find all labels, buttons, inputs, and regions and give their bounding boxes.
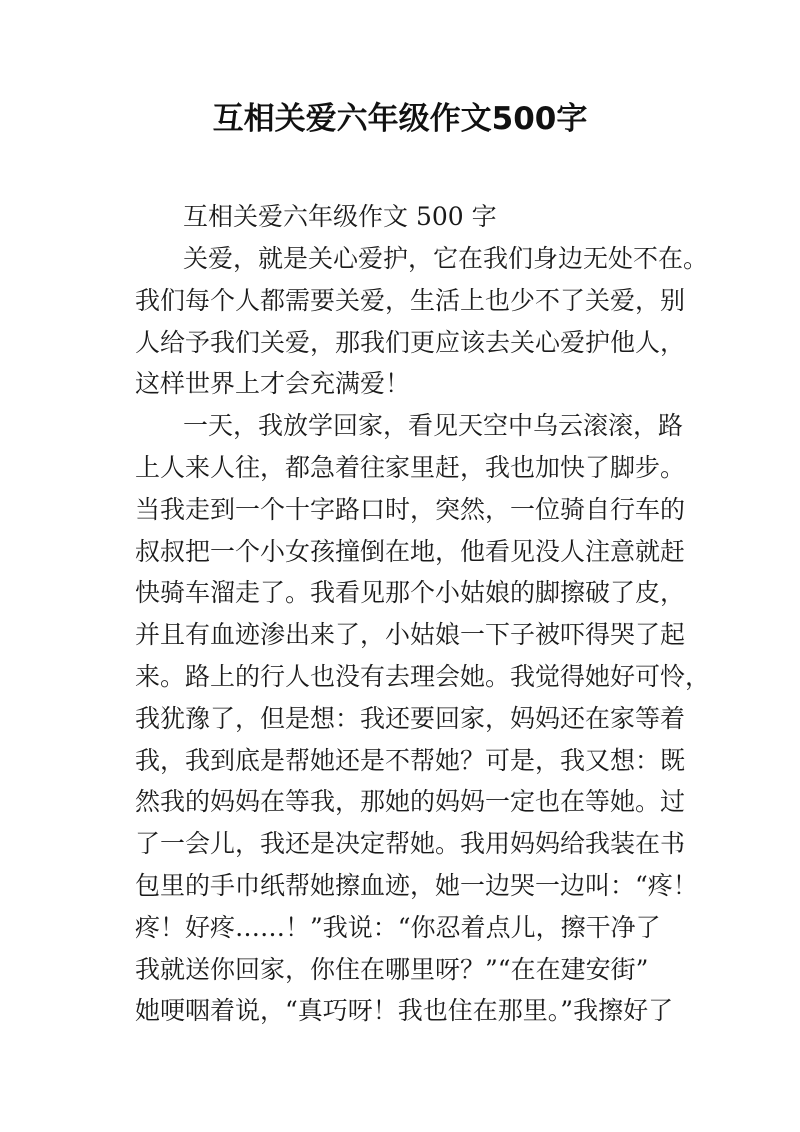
body-line: 人给予我们关爱，那我们更应该去关心爱护他人， bbox=[135, 328, 686, 357]
body-line: 并且有血迹渗出来了，小姑娘一下子被吓得哭了起 bbox=[135, 620, 686, 649]
body-line: 了一会儿，我还是决定帮她。我用妈妈给我装在书 bbox=[135, 829, 686, 858]
body-line: 她哽咽着说，“真巧呀！我也住在那里。”我擦好了 bbox=[135, 996, 674, 1025]
body-line: 一天，我放学回家，看见天空中乌云滚滚，路 bbox=[183, 411, 684, 440]
body-line: 上人来人往，都急着往家里赶，我也加快了脚步。 bbox=[135, 453, 686, 482]
body-line: 这样世界上才会充满爱！ bbox=[135, 369, 411, 398]
body-line: 快骑车溜走了。我看见那个小姑娘的脚擦破了皮， bbox=[135, 578, 686, 607]
body-line: 疼！好疼……！”我说：“你忍着点儿，擦干净了 bbox=[135, 913, 661, 942]
body-line: 我们每个人都需要关爱，生活上也少不了关爱，别 bbox=[135, 286, 686, 315]
body-line-heading-repeat: 互相关爱六年级作文 500 字 bbox=[183, 202, 497, 231]
body-line: 叔叔把一个小女孩撞倒在地，他看见没人注意就赶 bbox=[135, 537, 686, 566]
body-line: 我就送你回家，你住在哪里呀？”“在在建安街” bbox=[135, 955, 649, 984]
body-line: 当我走到一个十字路口时，突然，一位骑自行车的 bbox=[135, 495, 686, 524]
body-line: 我，我到底是帮她还是不帮她？可是，我又想：既 bbox=[135, 746, 686, 775]
body-line: 关爱，就是关心爱护，它在我们身边无处不在。 bbox=[183, 244, 709, 273]
document-title: 互相关爱六年级作文500字 bbox=[212, 101, 588, 137]
body-line: 我犹豫了，但是想：我还要回家，妈妈还在家等着 bbox=[135, 704, 686, 733]
body-line: 包里的手巾纸帮她擦血迹，她一边哭一边叫：“疼！ bbox=[135, 871, 698, 900]
body-line: 来。路上的行人也没有去理会她。我觉得她好可怜， bbox=[135, 662, 711, 691]
body-line: 然我的妈妈在等我，那她的妈妈一定也在等她。过 bbox=[135, 787, 686, 816]
